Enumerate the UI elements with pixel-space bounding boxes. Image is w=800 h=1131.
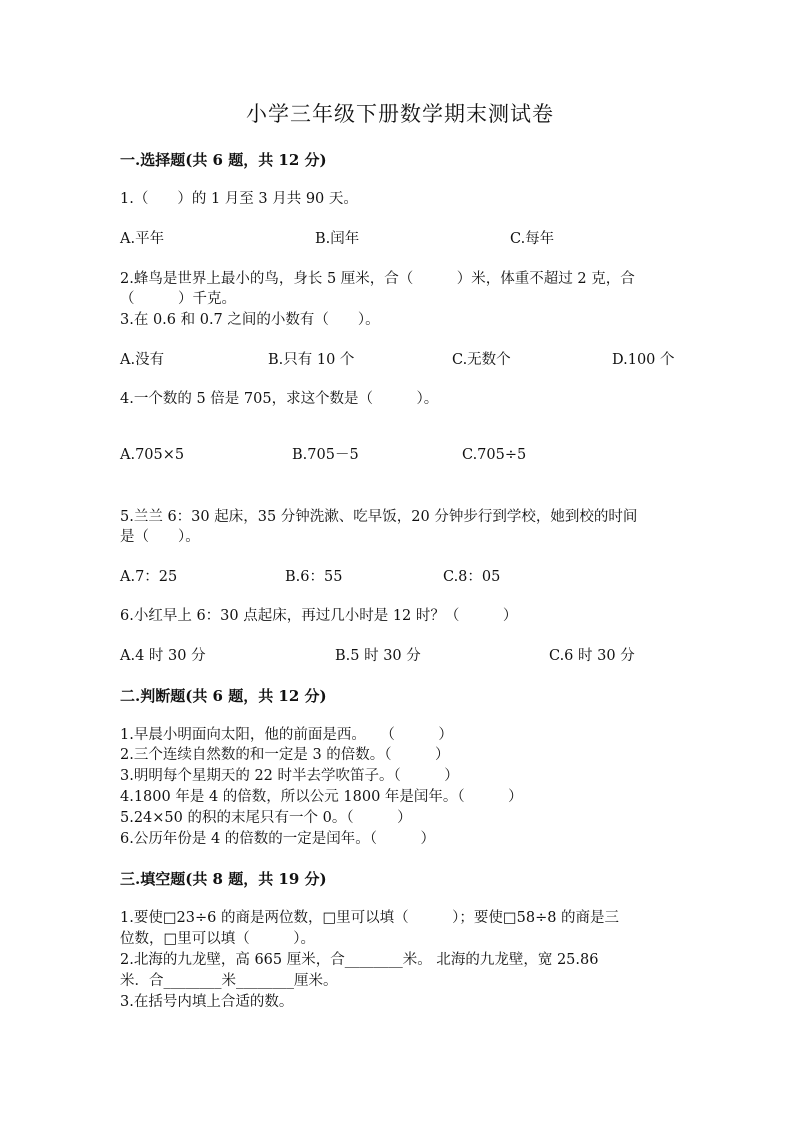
section-heading-judgment: 二.判断题(共 6 题，共 12 分) [120, 687, 327, 705]
q3-option-b: B.只有 10 个 [268, 352, 355, 368]
page-title: 小学三年级下册数学期末测试卷 [246, 102, 554, 126]
q5-option-c: C.8：05 [443, 569, 501, 585]
q4-option-a: A.705×5 [120, 447, 185, 463]
q3-option-c: C.无数个 [452, 352, 511, 368]
q5-option-a: A.7：25 [120, 569, 178, 585]
fill-in-line: 米．合________米________厘米。 [120, 973, 338, 989]
question-4: 4.一个数的 5 倍是 705，求这个数是（ ）。 [120, 391, 439, 407]
question-5-line1: 5.兰兰 6：30 起床，35 分钟洗漱、吃早饭，20 分钟步行到学校，她到校的时间 [120, 509, 638, 525]
q1-option-c: C.每年 [510, 231, 555, 247]
section-heading-choice: 一.选择题(共 6 题，共 12 分) [120, 151, 327, 169]
fill-in-line: 2.北海的九龙壁，高 665 厘米，合________米。 北海的九龙壁，宽 25.86 [120, 952, 599, 968]
q6-option-b: B.5 时 30 分 [335, 648, 421, 664]
fill-in-line: 3.在括号内填上合适的数。 [120, 994, 294, 1010]
q4-option-c: C.705÷5 [462, 447, 527, 463]
judgment-item: 6.公历年份是 4 的倍数的一定是闰年。（ ） [120, 831, 436, 847]
q6-option-c: C.6 时 30 分 [549, 648, 635, 664]
question-3: 3.在 0.6 和 0.7 之间的小数有（ ）。 [120, 312, 380, 328]
q3-option-d: D.100 个 [612, 352, 675, 368]
section-heading-fill-in: 三.填空题(共 8 题，共 19 分) [120, 870, 327, 888]
q3-option-a: A.没有 [120, 352, 165, 368]
judgment-item: 5.24×50 的积的末尾只有一个 0。（ ） [120, 810, 412, 826]
q1-option-a: A.平年 [120, 231, 165, 247]
judgment-item: 4.1800 年是 4 的倍数，所以公元 1800 年是闰年。（ ） [120, 789, 523, 805]
judgment-item: 2.三个连续自然数的和一定是 3 的倍数。（ ） [120, 747, 450, 763]
fill-in-line: 位数，□里可以填（ ）。 [120, 931, 315, 947]
fill-in-line: 1.要使□23÷6 的商是两位数，□里可以填（ ）；要使□58÷8 的商是三 [120, 910, 620, 926]
q1-option-b: B.闰年 [315, 231, 360, 247]
question-2-line1: 2.蜂鸟是世界上最小的鸟，身长 5 厘米，合（ ）米，体重不超过 2 克，合 [120, 271, 635, 287]
judgment-item: 3.明明每个星期天的 22 时半去学吹笛子。（ ） [120, 768, 459, 784]
question-1: 1.（ ）的 1 月至 3 月共 90 天。 [120, 191, 358, 207]
question-5-line2: 是（ ）。 [120, 529, 200, 545]
q5-option-b: B.6：55 [285, 569, 343, 585]
judgment-item: 1.早晨小明面向太阳，他的前面是西。 （ ） [120, 727, 453, 743]
q6-option-a: A.4 时 30 分 [120, 648, 206, 664]
q4-option-b: B.705－5 [292, 447, 359, 463]
question-2-line2: （ ）千克。 [120, 291, 236, 307]
question-6: 6.小红早上 6：30 点起床，再过几小时是 12 时？（ ） [120, 608, 518, 624]
